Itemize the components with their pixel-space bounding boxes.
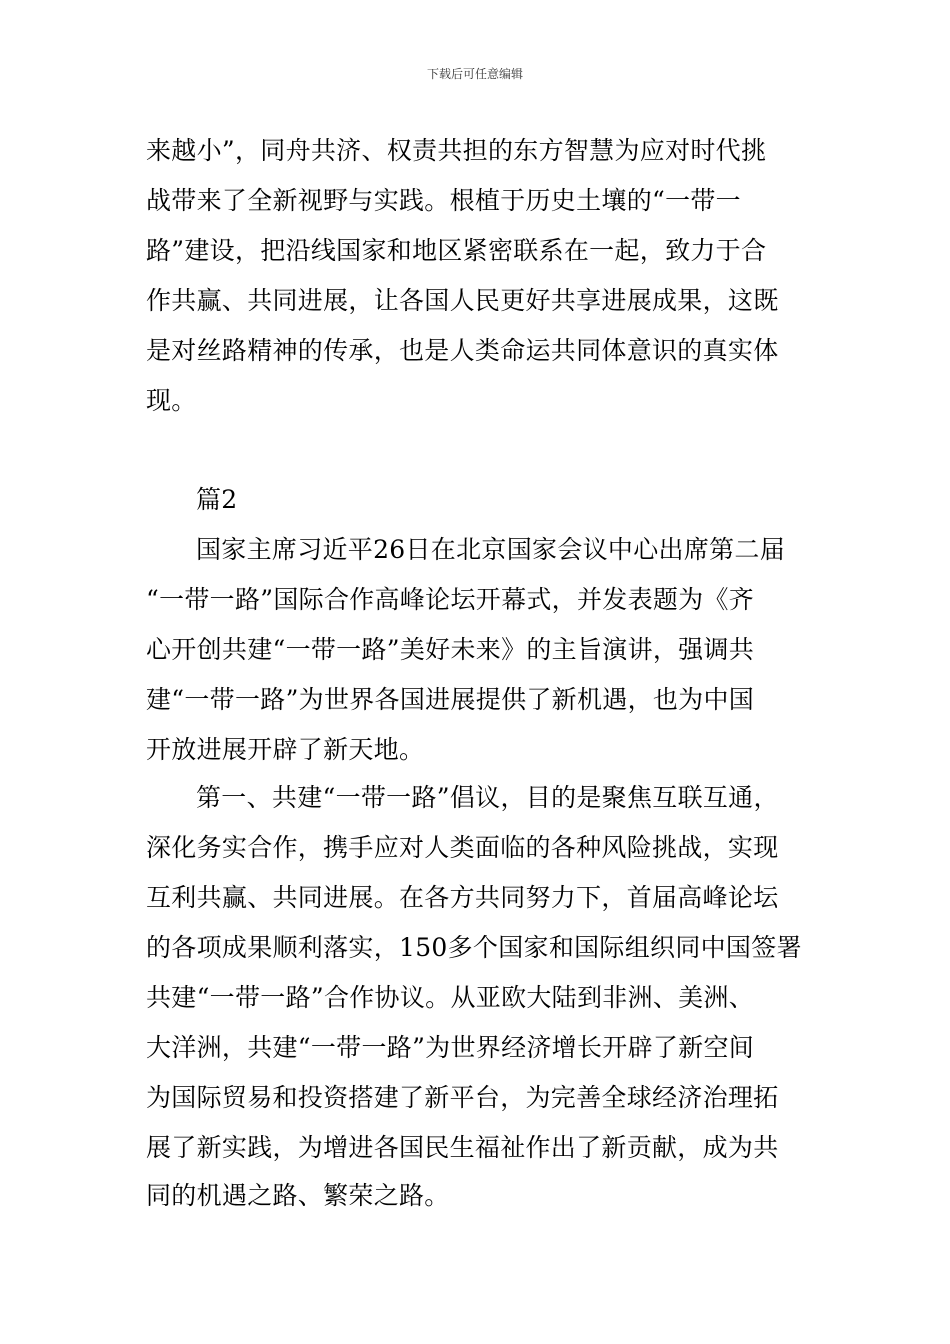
text-line: 作共赢、共同进展，让各国人民更好共享进展成果，这既 <box>146 286 779 315</box>
text-line: 为国际贸易和投资搭建了新平台，为完善全球经济治理拓 <box>146 1083 779 1112</box>
text-line: 同的机遇之路、繁荣之路。 <box>146 1181 450 1210</box>
text-line: “一带一路”国际合作高峰论坛开幕式，并发表题为《齐 <box>146 585 755 614</box>
text-line: 开放进展开辟了新天地。 <box>146 735 425 764</box>
text-line: 建“一带一路”为世界各国进展提供了新机遇，也为中国 <box>146 685 755 714</box>
text-line: 来越小”，同舟共济、权责共担的东方智慧为应对时代挑 <box>146 136 767 165</box>
text-line: 深化务实合作，携手应对人类面临的各种风险挑战，实现 <box>146 833 779 862</box>
text-line: 心开创共建“一带一路”美好未来》的主旨演讲，强调共 <box>146 635 755 664</box>
text-line: 第一、共建“一带一路”倡议，目的是聚焦互联互通， <box>196 783 779 812</box>
text-line: 路”建设，把沿线国家和地区紧密联系在一起，致力于合 <box>146 236 767 265</box>
text-line: 的各项成果顺利落实，150多个国家和国际组织同中国签署 <box>146 933 802 962</box>
text-line: 互利共赢、共同进展。在各方共同努力下，首届高峰论坛 <box>146 883 779 912</box>
text-line: 共建“一带一路”合作协议。从亚欧大陆到非洲、美洲、 <box>146 983 755 1012</box>
page-header: 下载后可任意编辑 <box>426 67 523 81</box>
text-line: 国家主席习近平26日在北京国家会议中心出席第二届 <box>196 535 786 564</box>
section-heading: 篇2 <box>196 485 238 514</box>
text-line: 是对丝路精神的传承，也是人类命运共同体意识的真实体 <box>146 336 779 365</box>
text-line: 展了新实践，为增进各国民生福祉作出了新贡献，成为共 <box>146 1133 779 1162</box>
text-line: 战带来了全新视野与实践。根植于历史土壤的“一带一 <box>146 186 741 215</box>
text-line: 现。 <box>146 386 197 415</box>
text-line: 大洋洲，共建“一带一路”为世界经济增长开辟了新空间 <box>146 1033 755 1062</box>
